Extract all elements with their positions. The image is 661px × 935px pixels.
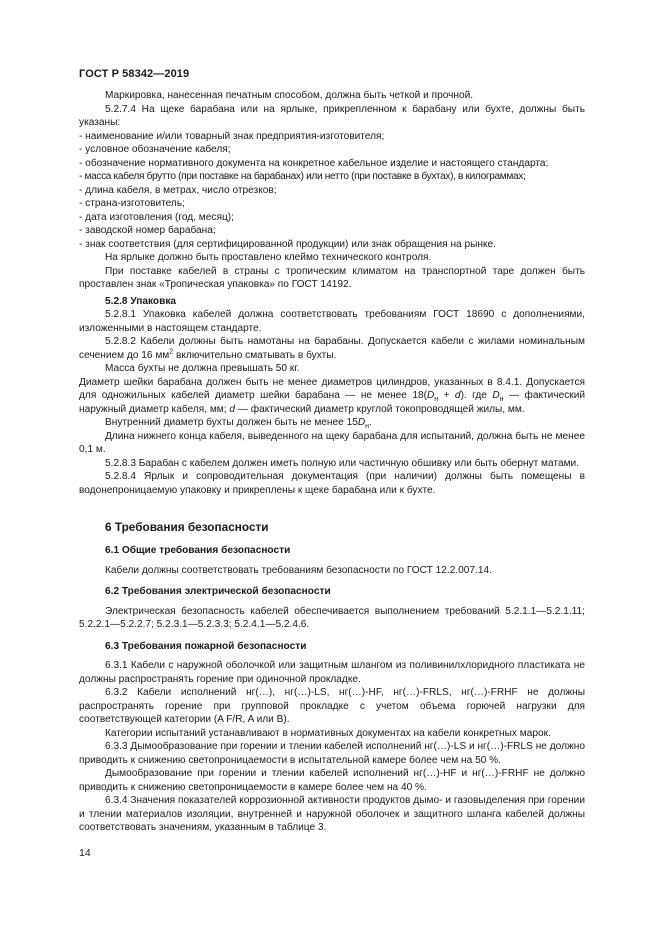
paragraph: Дымообразование при горении и тлении кабелей исполнений нг(…)-HF и нг(…)-FRHF не должно приводить к снижению светопроницаемости в камере более чем на 40 %. bbox=[79, 768, 585, 793]
subsection-heading: 6.2 Требования электрической безопасности bbox=[105, 586, 331, 597]
document-header: ГОСТ Р 58342—2019 bbox=[79, 68, 190, 80]
paragraph: 6.3.2 Кабели исполнений нг(…), нг(…)-LS, нг(…)-HF, нг(…)-FRLS, нг(…)-FRHF не должны распространять горение при групповой прокладке с учетом объема горючей нагрузки для соответствующей категории (A F/R, A или B). bbox=[79, 687, 585, 725]
text-run: ). где bbox=[460, 390, 493, 401]
paragraph: Маркировка, нанесенная печатным способом, должна быть четкой и прочной. bbox=[105, 90, 474, 101]
list-item: - дата изготовления (год, месяц); bbox=[79, 211, 234, 223]
list-item: - длина кабеля, в метрах, число отрезков; bbox=[79, 184, 277, 196]
page-number: 14 bbox=[79, 847, 91, 859]
paragraph: Кабели должны соответствовать требованиям безопасности по ГОСТ 12.2.007.14. bbox=[105, 564, 492, 576]
symbol-D: D bbox=[492, 390, 500, 401]
symbol-d: d bbox=[229, 403, 236, 415]
subsection-heading: 5.2.8 Упаковка bbox=[105, 295, 177, 307]
paragraph: Длина нижнего конца кабеля, выведенного на щеку барабана для испытаний, должна быть не менее 0,1 м. bbox=[79, 430, 585, 455]
symbol-D: D bbox=[357, 417, 366, 428]
section-heading: 6 Требования безопасности bbox=[105, 520, 269, 534]
paragraph: Масса бухты не должна превышать 50 кг. bbox=[105, 363, 300, 374]
text-run: + bbox=[438, 390, 455, 401]
list-item: - знак соответствия (для сертифицированной продукции) или знак обращения на рынке. bbox=[79, 238, 496, 250]
document-body bbox=[79, 89, 585, 835]
paragraph: 6.3.4 Значения показателей коррозионной активности продуктов дымо- и газовыделения при горении и тлении материалов изоляции, внутренней и наружной оболочек и защитного шланга кабелей должны соответствовать значениям, указанным в таблице 3. bbox=[79, 795, 585, 833]
paragraph: 5.2.8.1 Упаковка кабелей должна соответствовать требованиям ГОСТ 18690 с дополнениями, изложенными в настоящем стандарте. bbox=[79, 309, 585, 334]
text-run: — фактический наружный диаметр кабеля, мм; bbox=[79, 390, 586, 415]
paragraph bbox=[79, 376, 585, 417]
text-run: включительно сматывать в бухты. bbox=[173, 349, 337, 361]
list-item: - масса кабеля брутто (при поставке на барабанах) или нетто (при поставке в бухтах), в килограммах; bbox=[79, 171, 526, 182]
list-item: - страна-изготовитель; bbox=[79, 198, 185, 209]
symbol-d: d bbox=[454, 390, 461, 401]
paragraph bbox=[79, 335, 585, 362]
paragraph: 5.2.8.4 Ярлык и сопроводительная документация (при наличии) должны быть помещены в водонепроницаемую упаковку и прикреплены к щеке барабана или к бухте. bbox=[79, 471, 585, 496]
text-run: . bbox=[369, 417, 372, 428]
paragraph: 5.2.8.3 Барабан с кабелем должен иметь полную или частичную обшивку или быть обернут матами. bbox=[105, 457, 580, 469]
paragraph: Электрическая безопасность кабелей обеспечивается выполнением требований 5.2.1.1—5.2.1.11; 5.2.2.1—5.2.2.7; 5.2.3.1—5.2.3.3; 5.2.4.1—5.2.4.6. bbox=[79, 605, 585, 630]
paragraph: 5.2.7.4 На щеке барабана или на ярлыке, прикрепленном к барабану или бухте, должны быть указаны: bbox=[79, 103, 585, 128]
list-item: - обозначение нормативного документа на конкретное кабельное изделие и настоящего стандарта; bbox=[79, 157, 549, 169]
paragraph: На ярлыке должно быть проставлено клеймо технического контроля. bbox=[105, 252, 432, 263]
superscript: 2 bbox=[169, 348, 174, 356]
list-item: - заводской номер барабана; bbox=[79, 225, 216, 236]
subsection-heading: 6.3 Требования пожарной безопасности bbox=[105, 640, 307, 652]
text-run: Внутренний диаметр бухты должен быть не менее 15 bbox=[105, 417, 358, 428]
paragraph bbox=[79, 416, 585, 430]
paragraph: Категории испытаний устанавливают в нормативных документах на кабели конкретных марок. bbox=[105, 727, 551, 739]
subsection-heading: 6.1 Общие требования безопасности bbox=[105, 545, 291, 556]
paragraph: При поставке кабелей в страны с тропическим климатом на транспортной таре должен быть проставлен знак «Тропическая упаковка» по ГОСТ 14192. bbox=[79, 265, 585, 290]
list-item: - условное обозначение кабеля; bbox=[79, 144, 231, 155]
subscript: н bbox=[499, 396, 504, 404]
text-run: Диаметр шейки барабана должен быть не менее диаметров цилиндров, указанных в 8.4.1. Допускается для одножильных кабелей диаметр шейки барабана — не менее 18( bbox=[79, 376, 585, 401]
text-run: — фактический диаметр круглой токопроводящей жилы, мм. bbox=[235, 403, 525, 415]
list-item: - наименование и/или товарный знак предприятия-изготовителя; bbox=[79, 130, 385, 142]
paragraph: 6.3.3 Дымообразование при горении и тлении кабелей исполнений нг(…)-LS и нг(…)-FRLS не должно приводить к снижению светопроницаемости в испытательной камере более чем на 50 %. bbox=[79, 741, 585, 766]
symbol-D: D bbox=[426, 390, 435, 401]
paragraph: 6.3.1 Кабели с наружной оболочкой или защитным шлангом из поливинилхлоридного пластиката не должны распространять горение при одиночной прокладке. bbox=[79, 660, 585, 685]
subscript: н bbox=[365, 423, 370, 431]
subscript: н bbox=[434, 396, 439, 404]
text-run: 5.2.8.2 Кабели должны быть намотаны на барабаны. Допускается кабели с жилами номинальным сечением до 16 мм bbox=[79, 336, 585, 361]
